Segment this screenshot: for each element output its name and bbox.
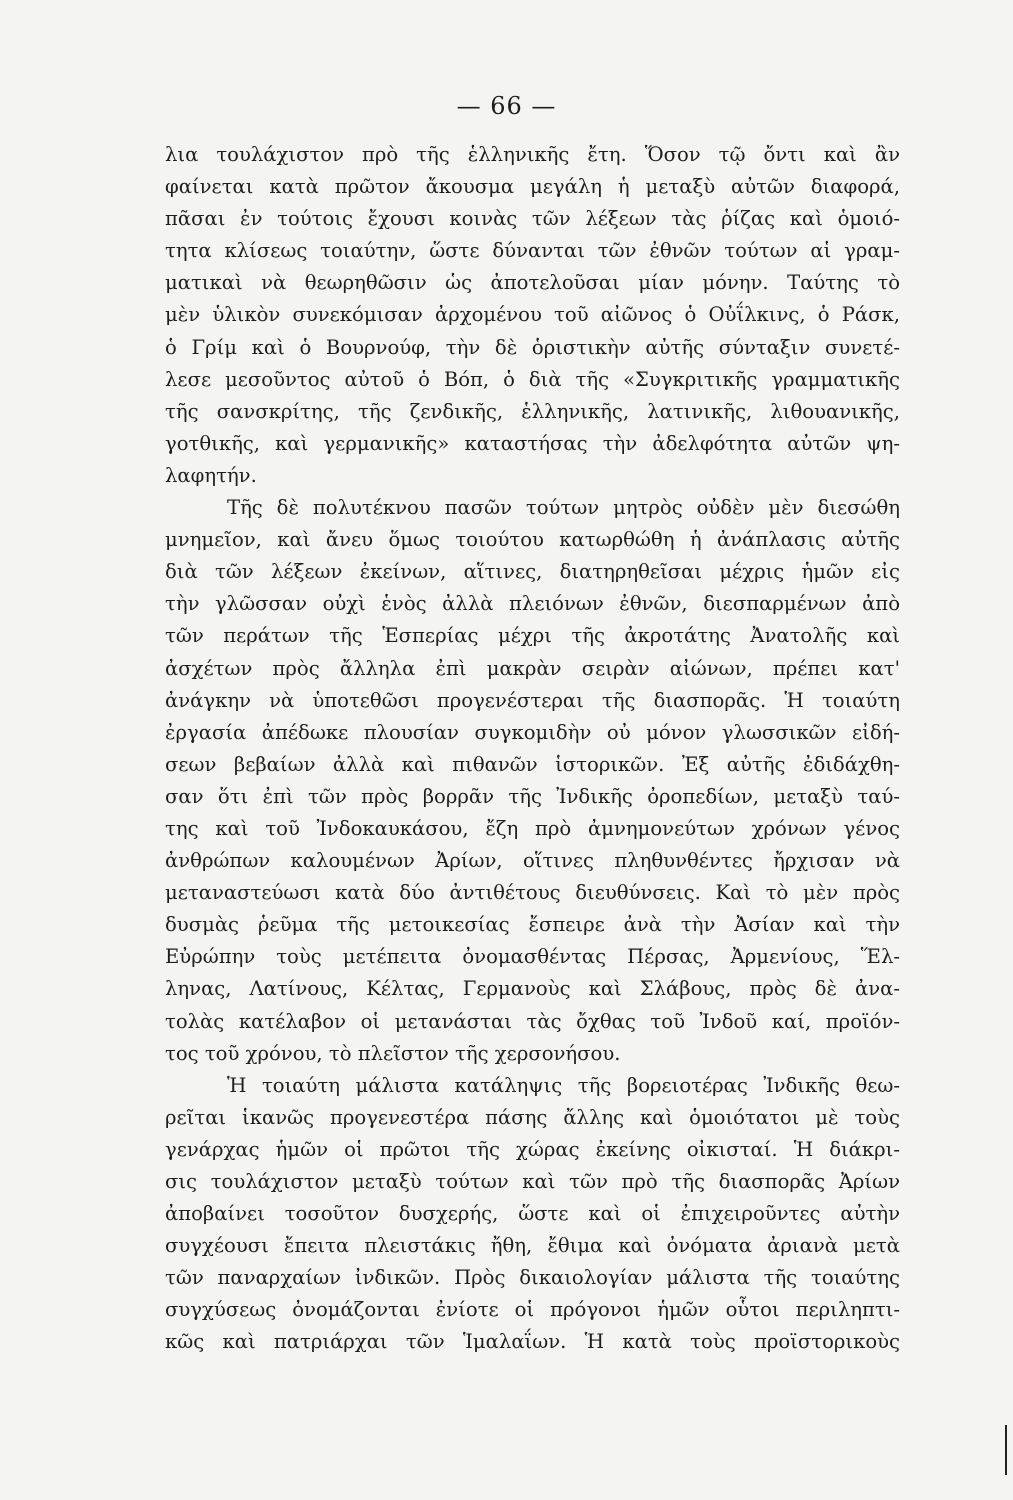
page-edge-mark (1005, 1425, 1007, 1475)
paragraph-start-line: Τῆς δὲ πολυτέκνου πασῶν τούτων μητρὸς οὐδὲν μὲν διεσώθη (227, 496, 900, 520)
text-line: ἀσχέτων πρὸς ἄλληλα ἐπὶ μακρὰν σειρὰν αἰώνων, πρέπει κατ' (165, 656, 900, 680)
text-line: ματικαὶ νὰ θεωρηθῶσιν ὡς ἀποτελοῦσαι μίαν μόνην. Ταύτης τὸ (165, 271, 900, 295)
text-line: λαφητήν. (165, 463, 257, 487)
text-line: της καὶ τοῦ Ἰνδοκαυκάσου, ἔζη πρὸ ἀμνημονεύτων χρόνων γένος (165, 816, 900, 840)
text-line: ληνας, Λατίνους, Κέλτας, Γερμανοὺς καὶ Σλάβους, πρὸς δὲ ἀνα- (165, 977, 900, 1001)
text-line: λια τουλάχιστον πρὸ τῆς ἑλληνικῆς ἔτη. Ὅσον τῷ ὄντι καὶ ἂν (165, 143, 900, 166)
text-line: σεων βεβαίων ἀλλὰ καὶ πιθανῶν ἱστορικῶν. Ἐξ αὐτῆς ἐδιδάχθη- (165, 752, 900, 776)
text-line: ἀποβαίνει τοσοῦτον δυσχερής, ὥστε καὶ οἱ ἐπιχειροῦντες αὐτὴν (165, 1202, 900, 1226)
text-line: τολὰς κατέλαβον οἱ μετανάσται τὰς ὄχθας τοῦ Ἰνδοῦ καί, προϊόν- (165, 1009, 900, 1033)
text-line: ἐργασία ἀπέδωκε πλουσίαν συγκομιδὴν οὐ μόνον γλωσσικῶν εἰδή- (165, 720, 900, 744)
text-line: συγχύσεως ὀνομάζονται ἐνίοτε οἱ πρόγονοι ἡμῶν οὗτοι περιληπτι- (165, 1298, 900, 1322)
text-line: συγχέουσι ἔπειτα πλειστάκις ἤθη, ἔθιμα καὶ ὀνόματα ἀριανὰ μετὰ (165, 1234, 900, 1258)
text-line: λεσε μεσοῦντος αὐτοῦ ὁ Βόπ, ὁ διὰ τῆς «Συγκριτικῆς γραμματικῆς (165, 367, 900, 391)
page-number: — 66 — (456, 92, 557, 120)
text-line: διὰ τῶν λέξεων ἐκείνων, αἵτινες, διατηρηθεῖσαι μέχρις ἡμῶν εἰς (165, 560, 900, 584)
text-line: Εὐρώπην τοὺς μετέπειτα ὀνομασθέντας Πέρσας, Ἀρμενίους, Ἕλ- (165, 945, 900, 969)
text-line: τῶν περάτων τῆς Ἑσπερίας μέχρι τῆς ἀκροτάτης Ἀνατολῆς καὶ (165, 624, 900, 648)
text-line: τητα κλίσεως τοιαύτην, ὥστε δύνανται τῶν ἐθνῶν τούτων αἱ γραμ- (165, 239, 900, 263)
text-line: γενάρχας ἡμῶν οἱ πρῶτοι τῆς χώρας ἐκείνης οἰκισταί. Ἡ διάκρι- (165, 1137, 900, 1161)
text-line: ἀνθρώπων καλουμένων Ἀρίων, οἵτινες πληθυνθέντες ἤρχισαν νὰ (165, 849, 900, 873)
text-line: σαν ὅτι ἐπὶ τῶν πρὸς βορρᾶν τῆς Ἰνδικῆς ὀροπεδίων, μεταξὺ ταύ- (165, 784, 900, 808)
text-line: γοτθικῆς, καὶ γερμανικῆς» καταστήσας τὴν ἀδελφότητα αὐτῶν ψη- (165, 431, 900, 455)
text-line: ἀνάγκην νὰ ὑποτεθῶσι προγενέστεραι τῆς διασπορᾶς. Ἡ τοιαύτη (165, 688, 900, 712)
text-line: ρεῖται ἱκανῶς προγενεστέρα πάσης ἄλλης καὶ ὁμοιότατοι μὲ τοὺς (165, 1105, 900, 1129)
paragraph-start-line: Ἡ τοιαύτη μάλιστα κατάληψις τῆς βορειοτέρας Ἰνδικῆς θεω- (227, 1073, 900, 1097)
text-line: κῶς καὶ πατριάρχαι τῶν Ἱμαλαΐων. Ἡ κατὰ τοὺς προϊστορικοὺς (165, 1330, 900, 1354)
text-line: μεταναστεύωσι κατὰ δύο ἀντιθέτους διευθύνσεις. Καὶ τὸ μὲν πρὸς (165, 881, 900, 905)
text-line: τὴν γλῶσσαν οὐχὶ ἑνὸς ἀλλὰ πλειόνων ἐθνῶν, διεσπαρμένων ἀπὸ (165, 592, 900, 616)
text-line: πᾶσαι ἐν τούτοις ἔχουσι κοινὰς τῶν λέξεων τὰς ῥίζας καὶ ὁμοιό- (165, 207, 900, 231)
text-line: τῶν παναρχαίων ἰνδικῶν. Πρὸς δικαιολογίαν μάλιστα τῆς τοιαύτης (165, 1266, 900, 1290)
text-line: φαίνεται κατὰ πρῶτον ἄκουσμα μεγάλη ἡ μεταξὺ αὐτῶν διαφορά, (165, 175, 900, 199)
body-text (165, 139, 900, 1359)
text-line: δυσμὰς ῥεῦμα τῆς μετοικεσίας ἔσπειρε ἀνὰ τὴν Ἀσίαν καὶ τὴν (165, 913, 900, 937)
text-line: μνημεῖον, καὶ ἄνευ ὅμως τοιούτου κατωρθώθη ἡ ἀνάπλασις αὐτῆς (165, 528, 900, 552)
text-line: τος τοῦ χρόνου, τὸ πλεῖστον τῆς χερσονήσου. (165, 1041, 621, 1065)
text-line: τῆς σανσκρίτης, τῆς ζενδικῆς, ἑλληνικῆς, λατινικῆς, λιθουανικῆς, (165, 399, 900, 423)
text-line: σις τουλάχιστον μεταξὺ τούτων καὶ τῶν πρὸ τῆς διασπορᾶς Ἀρίων (165, 1170, 900, 1193)
text-line: μὲν ὑλικὸν συνεκόμισαν ἀρχομένου τοῦ αἰῶνος ὁ Οὐΐλκινς, ὁ Ράσκ, (165, 303, 900, 327)
text-line: ὁ Γρίμ καὶ ὁ Βουρνούφ, τὴν δὲ ὁριστικὴν αὐτῆς σύνταξιν συνετέ- (165, 335, 900, 359)
